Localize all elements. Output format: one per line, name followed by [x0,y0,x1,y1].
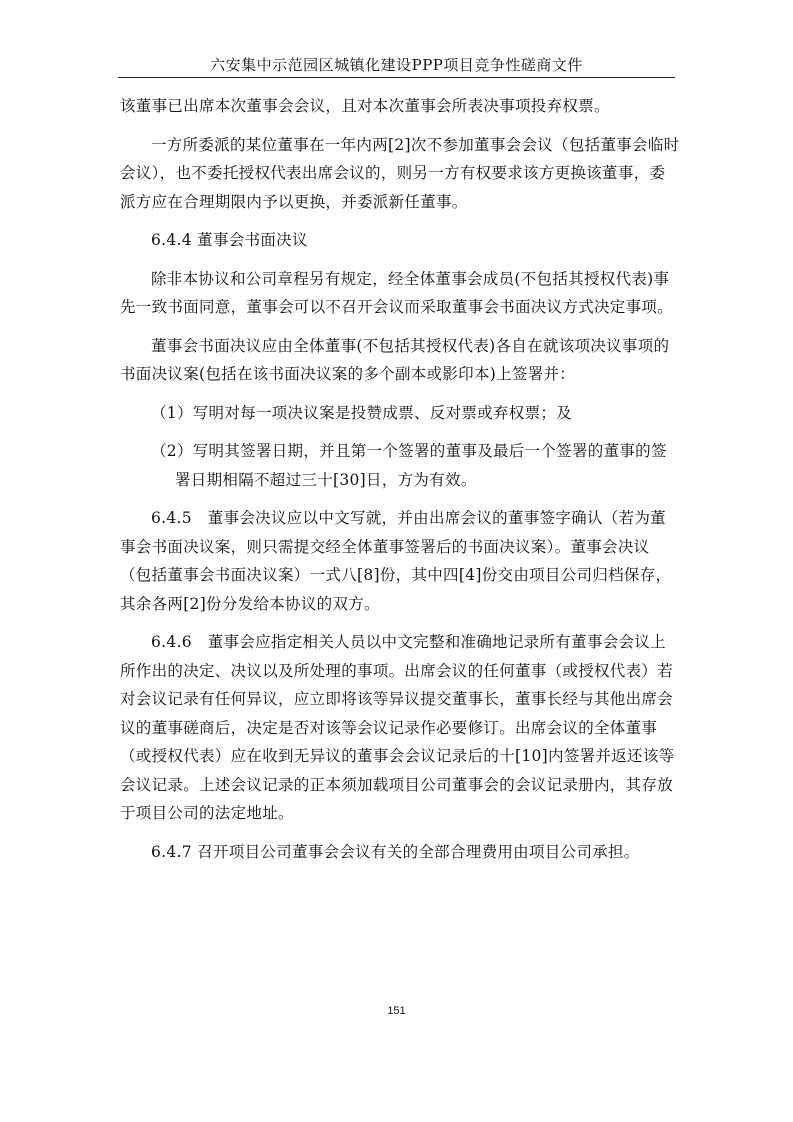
document-header: 六安集中示范园区城镇化建设PPP项目竞争性磋商文件 [210,56,583,74]
paragraph-written-resolution-signing: 董事会书面决议应由全体董事(不包括其授权代表)各自在就该项决议事项的书面决议案(包括在该书面决议案的多个副本或影印本)上签署并： [120,336,670,383]
section-6-4-5: 6.4.5 董事会决议应以中文写就，并由出席会议的董事签字确认（若为董事会书面决议案，则只需提交经全体董事签署后的书面决议案）。董事会决议（包括董事会书面决议案）一式八[8]份，其中四[4]份交由项目公司归档保存，其余各两[2]份分发给本协议的双方。 [120,509,672,613]
section-6-4-6: 6.4.6 董事会应指定相关人员以中文完整和准确地记录所有董事会会议上所作出的决定、决议以及所处理的事项。出席会议的任何董事（或授权代表）若对会议记录有任何异议，应立即将该等异议提交董事长，董事长经与其他出席会议的董事磋商后，决定是否对该等会议记录作必要修订。出席会议的全体董事（或授权代表）应在收到无异议的董事会会议记录后的十[10]内签署并返还该等会议记录。上述会议记录的正本须加载项目公司董事会的会议记录册内，其存放于项目公司的法定地址。 [120,633,675,822]
list-item-1: （1）写明对每一项决议案是投赞成票、反对票或弃权票；及 [151,403,572,422]
page-number: 151 [387,1005,406,1017]
paragraph-written-resolution: 除非本协议和公司章程另有规定，经全体董事会成员(不包括其授权代表)事先一致书面同意，董事会可以不召开会议而采取董事会书面决议方式决定事项。 [120,269,674,316]
document-body [120,92,680,866]
section-heading-6-4-4: 6.4.4 董事会书面决议 [151,231,308,249]
paragraph-continuation: 该董事已出席本次董事会会议，且对本次董事会所表决事项投弃权票。 [120,97,610,115]
list-item-2-continuation: 署日期相隔不超过三十[30]日，方为有效。 [175,470,477,489]
list-item-2: （2）写明其签署日期，并且第一个签署的董事及最后一个签署的董事的签 [151,442,667,460]
header-divider [118,77,675,78]
section-6-4-7: 6.4.7 召开项目公司董事会会议有关的全部合理费用由项目公司承担。 [151,842,640,861]
paragraph-director-replacement: 一方所委派的某位董事在一年内两[2]次不参加董事会会议（包括董事会临时会议），也不委托授权代表出席会议的，则另一方有权要求该方更换该董事，委派方应在合理期限内予以更换，并委派新任董事。 [120,135,680,211]
